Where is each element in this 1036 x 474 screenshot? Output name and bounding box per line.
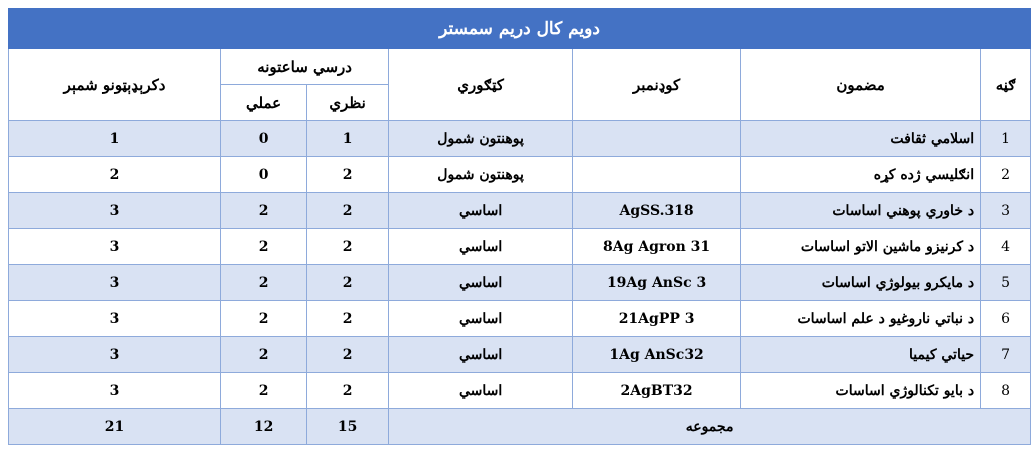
table-row-4 bbox=[9, 229, 1031, 265]
cell-category: اساسي bbox=[389, 193, 573, 229]
totals-practical: 12 bbox=[221, 409, 307, 445]
cell-category: اساسي bbox=[389, 337, 573, 373]
cell-practical: 2 bbox=[221, 373, 307, 409]
header-subject: مضمون bbox=[741, 49, 981, 121]
table-row-3 bbox=[9, 193, 1031, 229]
cell-category: اساسي bbox=[389, 265, 573, 301]
cell-number: 8 bbox=[981, 373, 1031, 409]
cell-theory: 2 bbox=[307, 193, 389, 229]
table-row-6 bbox=[9, 301, 1031, 337]
cell-number: 3 bbox=[981, 193, 1031, 229]
table-row-1 bbox=[9, 121, 1031, 157]
header-code: کوډنمبر bbox=[573, 49, 741, 121]
cell-credits: 3 bbox=[9, 337, 221, 373]
cell-theory: 2 bbox=[307, 229, 389, 265]
semester-table-container bbox=[8, 8, 1030, 445]
cell-theory: 2 bbox=[307, 373, 389, 409]
cell-code: 21AgPP 3 bbox=[573, 301, 741, 337]
cell-theory: 2 bbox=[307, 157, 389, 193]
header-row bbox=[9, 49, 1031, 85]
cell-theory: 2 bbox=[307, 337, 389, 373]
cell-theory: 1 bbox=[307, 121, 389, 157]
header-practical: عملي bbox=[221, 85, 307, 121]
cell-subject: د نباتي ناروغیو د علم اساسات bbox=[741, 301, 981, 337]
cell-number: 7 bbox=[981, 337, 1031, 373]
cell-number: 1 bbox=[981, 121, 1031, 157]
cell-practical: 0 bbox=[221, 121, 307, 157]
header-theory: نظري bbox=[307, 85, 389, 121]
cell-credits: 2 bbox=[9, 157, 221, 193]
cell-credits: 3 bbox=[9, 373, 221, 409]
cell-category: پوهنتون شمول bbox=[389, 157, 573, 193]
totals-theory: 15 bbox=[307, 409, 389, 445]
table-row-5 bbox=[9, 265, 1031, 301]
table-row-7 bbox=[9, 337, 1031, 373]
cell-category: اساسي bbox=[389, 373, 573, 409]
cell-credits: 3 bbox=[9, 301, 221, 337]
header-credits: دکرېډېټونو شمېر bbox=[9, 49, 221, 121]
cell-number: 6 bbox=[981, 301, 1031, 337]
cell-subject: د بایو تکنالوژي اساسات bbox=[741, 373, 981, 409]
cell-practical: 2 bbox=[221, 193, 307, 229]
cell-category: اساسي bbox=[389, 301, 573, 337]
cell-subject: د مایکرو بیولوژي اساسات bbox=[741, 265, 981, 301]
cell-credits: 3 bbox=[9, 193, 221, 229]
totals-label: مجموعه bbox=[389, 409, 1031, 445]
cell-number: 4 bbox=[981, 229, 1031, 265]
cell-theory: 2 bbox=[307, 301, 389, 337]
cell-subject: انګلیسي ژده کړه bbox=[741, 157, 981, 193]
semester-table bbox=[8, 8, 1031, 445]
header-number: ګڼه bbox=[981, 49, 1031, 121]
cell-code: AgSS.318 bbox=[573, 193, 741, 229]
cell-code bbox=[573, 121, 741, 157]
cell-number: 5 bbox=[981, 265, 1031, 301]
table-row-2 bbox=[9, 157, 1031, 193]
cell-subject: د خاوري پوهني اساسات bbox=[741, 193, 981, 229]
cell-credits: 1 bbox=[9, 121, 221, 157]
cell-code: 2AgBT32 bbox=[573, 373, 741, 409]
title-row bbox=[9, 9, 1031, 49]
cell-code bbox=[573, 157, 741, 193]
cell-practical: 2 bbox=[221, 265, 307, 301]
cell-theory: 2 bbox=[307, 265, 389, 301]
table-row-8 bbox=[9, 373, 1031, 409]
cell-subject: اسلامي ثقافت bbox=[741, 121, 981, 157]
totals-credits: 21 bbox=[9, 409, 221, 445]
cell-code: 1Ag AnSc32 bbox=[573, 337, 741, 373]
cell-credits: 3 bbox=[9, 265, 221, 301]
cell-code: 8Ag Agron 31 bbox=[573, 229, 741, 265]
cell-category: پوهنتون شمول bbox=[389, 121, 573, 157]
cell-category: اساسي bbox=[389, 229, 573, 265]
cell-subject: د کرنیزو ماشین الاتو اساسات bbox=[741, 229, 981, 265]
table-title: دویم کال دریم سمستر bbox=[9, 9, 1031, 49]
cell-practical: 2 bbox=[221, 337, 307, 373]
header-category: کټګوري bbox=[389, 49, 573, 121]
cell-practical: 2 bbox=[221, 229, 307, 265]
cell-practical: 0 bbox=[221, 157, 307, 193]
header-hours-group: درسي ساعتونه bbox=[221, 49, 389, 85]
cell-subject: حیاتي کیمیا bbox=[741, 337, 981, 373]
totals-row bbox=[9, 409, 1031, 445]
cell-practical: 2 bbox=[221, 301, 307, 337]
cell-number: 2 bbox=[981, 157, 1031, 193]
cell-credits: 3 bbox=[9, 229, 221, 265]
cell-code: 19Ag AnSc 3 bbox=[573, 265, 741, 301]
